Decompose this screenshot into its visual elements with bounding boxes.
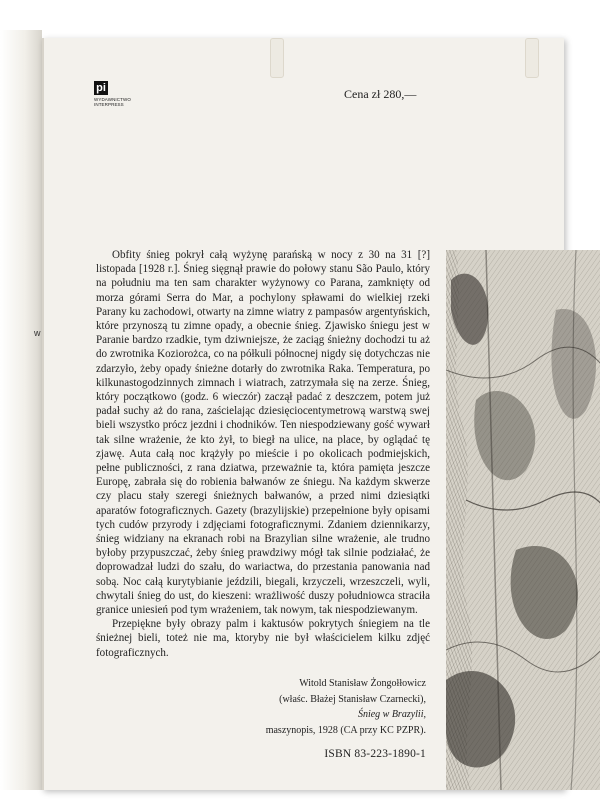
isbn-label: ISBN 83-223-1890-1 (324, 748, 426, 760)
tape-strip-left (270, 38, 284, 78)
book-back-cover (42, 38, 564, 790)
publisher-logo (94, 81, 134, 107)
attribution-source: maszynopis, 1928 (CA przy KC PZPR). (265, 724, 426, 736)
tape-strip-right (525, 38, 539, 78)
edge-mark: w (34, 328, 41, 338)
publisher-logo-text (94, 97, 131, 107)
book-spine-edge (0, 30, 42, 790)
blurb-text (96, 248, 430, 660)
cover-artwork-strip (446, 250, 600, 790)
attribution-author: Witold Stanisław Żongołłowicz (299, 678, 426, 689)
blurb-paragraph: Obfity śnieg pokrył całą wyżynę parańską w nocy z 30 na 31 [?] listopada [1928 r.]. Śnieg sięgnął prawie do połowy stanu São Paulo, który na południu ma ten sam charakter wyżynowy co Parana, zamknięty od morza górami Serra do Mar, a pochylony spławami do wielkiej rzeki Parany ku zachodowi, otwarty na zimne wiatry z pampasów argentyńskich, które przynoszą tu zimne opady, a obecnie śnieg. Zjawisko śniegu jest w Paranie bardzo rzadkie, tym dziwniejsze, że zaciąg śnieżny dochodzi tu aż do zwrotnika Koziorożca, co na półkuli północnej nigdy się dotychczas nie zdarzyło, żeby opady śnieżne dotarły do zwrotnika Raka. Temperatura, po kilkunastogodzinnych zimnach i wiatrach, zatrzymała się na zerze. Śnieg, który początkowo (godz. 6 wieczór) zaczął padać z deszczem, potem już padał suchy aż do rana, zaścielając dziesięciocentymetrową warstwą swej bieli wszystko prócz jezdni i chodników. Ten niespodziewany gość wywarł tak silne wrażenie, że kto żył, to biegł na ulice, na place, by oglądać tę zjawę. Auta całą noc krążyły po mieście i po okolicach podmiejskich, pełne publiczności, z rana dziatwa, przeważnie ta, która pamięta jeszcze Europę, zabrała się do robienia bałwanów ze śniegu. Na każdym skwerze czy placu stały szeregi śnieżnych bałwanów, a przed nimi dziesiątki aparatów fotograficznych. Gazety (brazylijskie) przepełnione były opisami tych cudów przyrody i zdjęciami fotograficznymi. Zdaniem dziennikarzy, śnieg widziany na ekranach robi na Brazylian silne wrażenie, ale trudno byłoby przypuszczać, żeby śnieg prawdziwy mógł tak silnie podziałać, że doprowadzał ludzi do szału, do wariactwa, do przestania panowania nad sobą. Noc całą kurytybianie jeździli, biegali, krzyczeli, wrzeszczeli, wyli, chwytali śnieg do ust, do kieszeni: wrażliwość duszy południowca straciła granice uniesień pod tym wrażeniem, tak nowym, tak niespodziewanym. (96, 249, 430, 617)
blurb-paragraph: Przepiękne były obrazy palm i kaktusów pokrytych śniegiem na tle śnieżnej bieli, toteż nie ma, ktoryby nie był właścicielem kilku zdjęć fotograficznych. (96, 618, 430, 659)
quote-attribution (194, 676, 426, 738)
attribution-real-name: (właśc. Błażej Stanisław Czarnecki), (279, 693, 426, 705)
attribution-work-title: Śnieg w Brazylii, (357, 709, 426, 720)
engraving-illustration (446, 250, 600, 790)
publisher-logo-line: WYDAWNICTWO (94, 97, 131, 102)
price-label: Cena zł 280,— (344, 87, 417, 101)
publisher-logo-line: INTERPRESS (94, 102, 124, 107)
publisher-logo-mark: pi (94, 81, 108, 95)
